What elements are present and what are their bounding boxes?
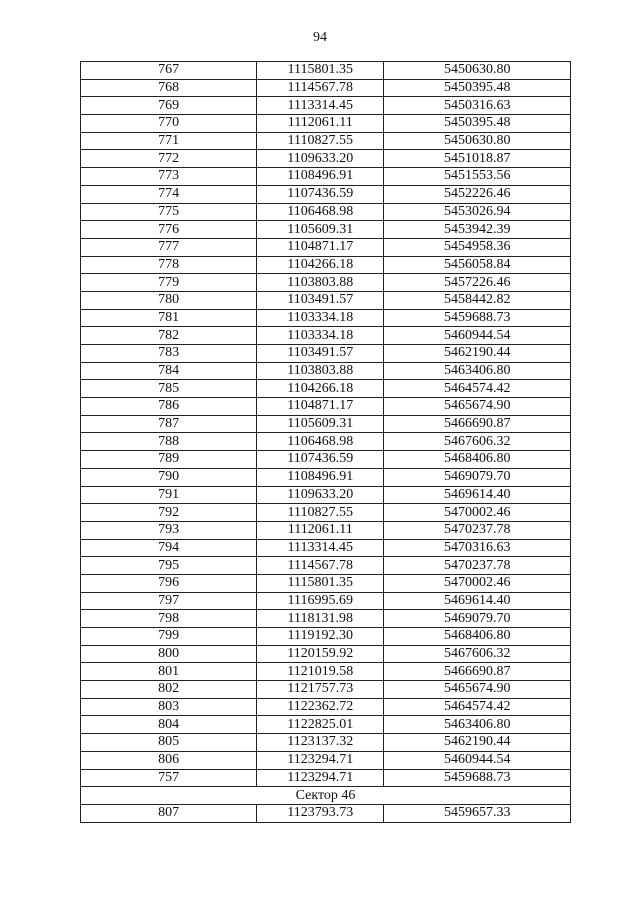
x-coordinate-cell: 1103491.57	[257, 345, 384, 363]
page-number: 94	[313, 30, 327, 45]
table-row	[81, 203, 571, 221]
x-coordinate-cell: 1108496.91	[257, 468, 384, 486]
x-coordinate-cell: 1120159.92	[257, 645, 384, 663]
table-row	[81, 751, 571, 769]
x-coordinate-cell: 1103803.88	[257, 274, 384, 292]
y-coordinate-cell: 5460944.54	[384, 751, 571, 769]
table-row	[81, 433, 571, 451]
point-number-cell: 789	[81, 451, 257, 469]
x-coordinate-cell: 1109633.20	[257, 486, 384, 504]
x-coordinate-cell: 1123294.71	[257, 769, 384, 787]
x-coordinate-cell: 1107436.59	[257, 451, 384, 469]
x-coordinate-cell: 1121757.73	[257, 681, 384, 699]
table-row	[81, 645, 571, 663]
x-coordinate-cell: 1105609.31	[257, 415, 384, 433]
y-coordinate-cell: 5470002.46	[384, 574, 571, 592]
x-coordinate-cell: 1114567.78	[257, 79, 384, 97]
y-coordinate-cell: 5467606.32	[384, 645, 571, 663]
point-number-cell: 784	[81, 362, 257, 380]
y-coordinate-cell: 5450395.48	[384, 79, 571, 97]
x-coordinate-cell: 1104871.17	[257, 398, 384, 416]
table-row	[81, 274, 571, 292]
x-coordinate-cell: 1115801.35	[257, 574, 384, 592]
x-coordinate-cell: 1105609.31	[257, 221, 384, 239]
y-coordinate-cell: 5460944.54	[384, 327, 571, 345]
y-coordinate-cell: 5464574.42	[384, 698, 571, 716]
y-coordinate-cell: 5458442.82	[384, 291, 571, 309]
x-coordinate-cell: 1112061.11	[257, 521, 384, 539]
table-row	[81, 451, 571, 469]
y-coordinate-cell: 5469079.70	[384, 610, 571, 628]
table-row	[81, 504, 571, 522]
y-coordinate-cell: 5453026.94	[384, 203, 571, 221]
point-number-cell: 786	[81, 398, 257, 416]
point-number-cell: 801	[81, 663, 257, 681]
y-coordinate-cell: 5459688.73	[384, 309, 571, 327]
table-row	[81, 380, 571, 398]
point-number-cell: 775	[81, 203, 257, 221]
point-number-cell: 768	[81, 79, 257, 97]
y-coordinate-cell: 5451018.87	[384, 150, 571, 168]
point-number-cell: 780	[81, 291, 257, 309]
y-coordinate-cell: 5462190.44	[384, 345, 571, 363]
point-number-cell: 773	[81, 168, 257, 186]
point-number-cell: 794	[81, 539, 257, 557]
table-row	[81, 804, 571, 822]
y-coordinate-cell: 5450395.48	[384, 115, 571, 133]
y-coordinate-cell: 5469614.40	[384, 592, 571, 610]
point-number-cell: 807	[81, 804, 257, 822]
x-coordinate-cell: 1106468.98	[257, 433, 384, 451]
x-coordinate-cell: 1103491.57	[257, 291, 384, 309]
x-coordinate-cell: 1116995.69	[257, 592, 384, 610]
x-coordinate-cell: 1119192.30	[257, 628, 384, 646]
x-coordinate-cell: 1122825.01	[257, 716, 384, 734]
x-coordinate-cell: 1123294.71	[257, 751, 384, 769]
table-row	[81, 115, 571, 133]
y-coordinate-cell: 5468406.80	[384, 628, 571, 646]
point-number-cell: 799	[81, 628, 257, 646]
y-coordinate-cell: 5470316.63	[384, 539, 571, 557]
y-coordinate-cell: 5465674.90	[384, 398, 571, 416]
y-coordinate-cell: 5467606.32	[384, 433, 571, 451]
table-row	[81, 486, 571, 504]
coordinates-table-body	[81, 62, 571, 823]
table-row	[81, 557, 571, 575]
table-row	[81, 716, 571, 734]
point-number-cell: 798	[81, 610, 257, 628]
y-coordinate-cell: 5469614.40	[384, 486, 571, 504]
x-coordinate-cell: 1108496.91	[257, 168, 384, 186]
y-coordinate-cell: 5462190.44	[384, 734, 571, 752]
table-row	[81, 574, 571, 592]
table-row	[81, 468, 571, 486]
x-coordinate-cell: 1122362.72	[257, 698, 384, 716]
x-coordinate-cell: 1113314.45	[257, 539, 384, 557]
y-coordinate-cell: 5466690.87	[384, 415, 571, 433]
point-number-cell: 788	[81, 433, 257, 451]
y-coordinate-cell: 5469079.70	[384, 468, 571, 486]
x-coordinate-cell: 1113314.45	[257, 97, 384, 115]
x-coordinate-cell: 1123137.32	[257, 734, 384, 752]
y-coordinate-cell: 5470237.78	[384, 557, 571, 575]
x-coordinate-cell: 1123793.73	[257, 804, 384, 822]
x-coordinate-cell: 1115801.35	[257, 62, 384, 80]
x-coordinate-cell: 1109633.20	[257, 150, 384, 168]
point-number-cell: 796	[81, 574, 257, 592]
table-row	[81, 663, 571, 681]
table-row	[81, 62, 571, 80]
point-number-cell: 767	[81, 62, 257, 80]
point-number-cell: 785	[81, 380, 257, 398]
point-number-cell: 777	[81, 238, 257, 256]
x-coordinate-cell: 1103334.18	[257, 327, 384, 345]
table-row	[81, 681, 571, 699]
point-number-cell: 802	[81, 681, 257, 699]
table-row	[81, 362, 571, 380]
point-number-cell: 776	[81, 221, 257, 239]
y-coordinate-cell: 5450316.63	[384, 97, 571, 115]
point-number-cell: 790	[81, 468, 257, 486]
point-number-cell: 757	[81, 769, 257, 787]
coordinates-table	[80, 61, 571, 823]
point-number-cell: 781	[81, 309, 257, 327]
point-number-cell: 778	[81, 256, 257, 274]
x-coordinate-cell: 1104266.18	[257, 256, 384, 274]
y-coordinate-cell: 5470237.78	[384, 521, 571, 539]
point-number-cell: 806	[81, 751, 257, 769]
table-row	[81, 610, 571, 628]
x-coordinate-cell: 1107436.59	[257, 185, 384, 203]
y-coordinate-cell: 5453942.39	[384, 221, 571, 239]
table-row	[81, 398, 571, 416]
point-number-cell: 793	[81, 521, 257, 539]
y-coordinate-cell: 5468406.80	[384, 451, 571, 469]
y-coordinate-cell: 5457226.46	[384, 274, 571, 292]
point-number-cell: 783	[81, 345, 257, 363]
y-coordinate-cell: 5450630.80	[384, 62, 571, 80]
point-number-cell: 792	[81, 504, 257, 522]
point-number-cell: 787	[81, 415, 257, 433]
x-coordinate-cell: 1104871.17	[257, 238, 384, 256]
point-number-cell: 800	[81, 645, 257, 663]
y-coordinate-cell: 5464574.42	[384, 380, 571, 398]
table-row	[81, 734, 571, 752]
point-number-cell: 791	[81, 486, 257, 504]
point-number-cell: 804	[81, 716, 257, 734]
point-number-cell: 803	[81, 698, 257, 716]
table-row	[81, 415, 571, 433]
table-row	[81, 592, 571, 610]
y-coordinate-cell: 5463406.80	[384, 716, 571, 734]
point-number-cell: 795	[81, 557, 257, 575]
x-coordinate-cell: 1112061.11	[257, 115, 384, 133]
y-coordinate-cell: 5470002.46	[384, 504, 571, 522]
point-number-cell: 779	[81, 274, 257, 292]
y-coordinate-cell: 5450630.80	[384, 132, 571, 150]
x-coordinate-cell: 1110827.55	[257, 504, 384, 522]
y-coordinate-cell: 5459657.33	[384, 804, 571, 822]
point-number-cell: 782	[81, 327, 257, 345]
table-row	[81, 221, 571, 239]
point-number-cell: 771	[81, 132, 257, 150]
x-coordinate-cell: 1104266.18	[257, 380, 384, 398]
y-coordinate-cell: 5465674.90	[384, 681, 571, 699]
table-row	[81, 698, 571, 716]
x-coordinate-cell: 1118131.98	[257, 610, 384, 628]
table-row	[81, 185, 571, 203]
table-row	[81, 256, 571, 274]
x-coordinate-cell: 1103803.88	[257, 362, 384, 380]
x-coordinate-cell: 1110827.55	[257, 132, 384, 150]
table-row	[81, 132, 571, 150]
table-row	[81, 628, 571, 646]
table-row	[81, 291, 571, 309]
point-number-cell: 805	[81, 734, 257, 752]
table-row	[81, 97, 571, 115]
x-coordinate-cell: 1103334.18	[257, 309, 384, 327]
table-row	[81, 79, 571, 97]
section-row	[81, 787, 571, 805]
point-number-cell: 770	[81, 115, 257, 133]
x-coordinate-cell: 1121019.58	[257, 663, 384, 681]
y-coordinate-cell: 5459688.73	[384, 769, 571, 787]
table-row	[81, 345, 571, 363]
table-row	[81, 150, 571, 168]
y-coordinate-cell: 5454958.36	[384, 238, 571, 256]
point-number-cell: 797	[81, 592, 257, 610]
table-row	[81, 238, 571, 256]
point-number-cell: 769	[81, 97, 257, 115]
table-row	[81, 521, 571, 539]
y-coordinate-cell: 5451553.56	[384, 168, 571, 186]
table-row	[81, 769, 571, 787]
y-coordinate-cell: 5456058.84	[384, 256, 571, 274]
point-number-cell: 774	[81, 185, 257, 203]
x-coordinate-cell: 1114567.78	[257, 557, 384, 575]
x-coordinate-cell: 1106468.98	[257, 203, 384, 221]
y-coordinate-cell: 5463406.80	[384, 362, 571, 380]
point-number-cell: 772	[81, 150, 257, 168]
y-coordinate-cell: 5466690.87	[384, 663, 571, 681]
table-row	[81, 309, 571, 327]
section-label: Сектор 46	[81, 787, 571, 805]
table-row	[81, 539, 571, 557]
table-row	[81, 327, 571, 345]
table-row	[81, 168, 571, 186]
y-coordinate-cell: 5452226.46	[384, 185, 571, 203]
